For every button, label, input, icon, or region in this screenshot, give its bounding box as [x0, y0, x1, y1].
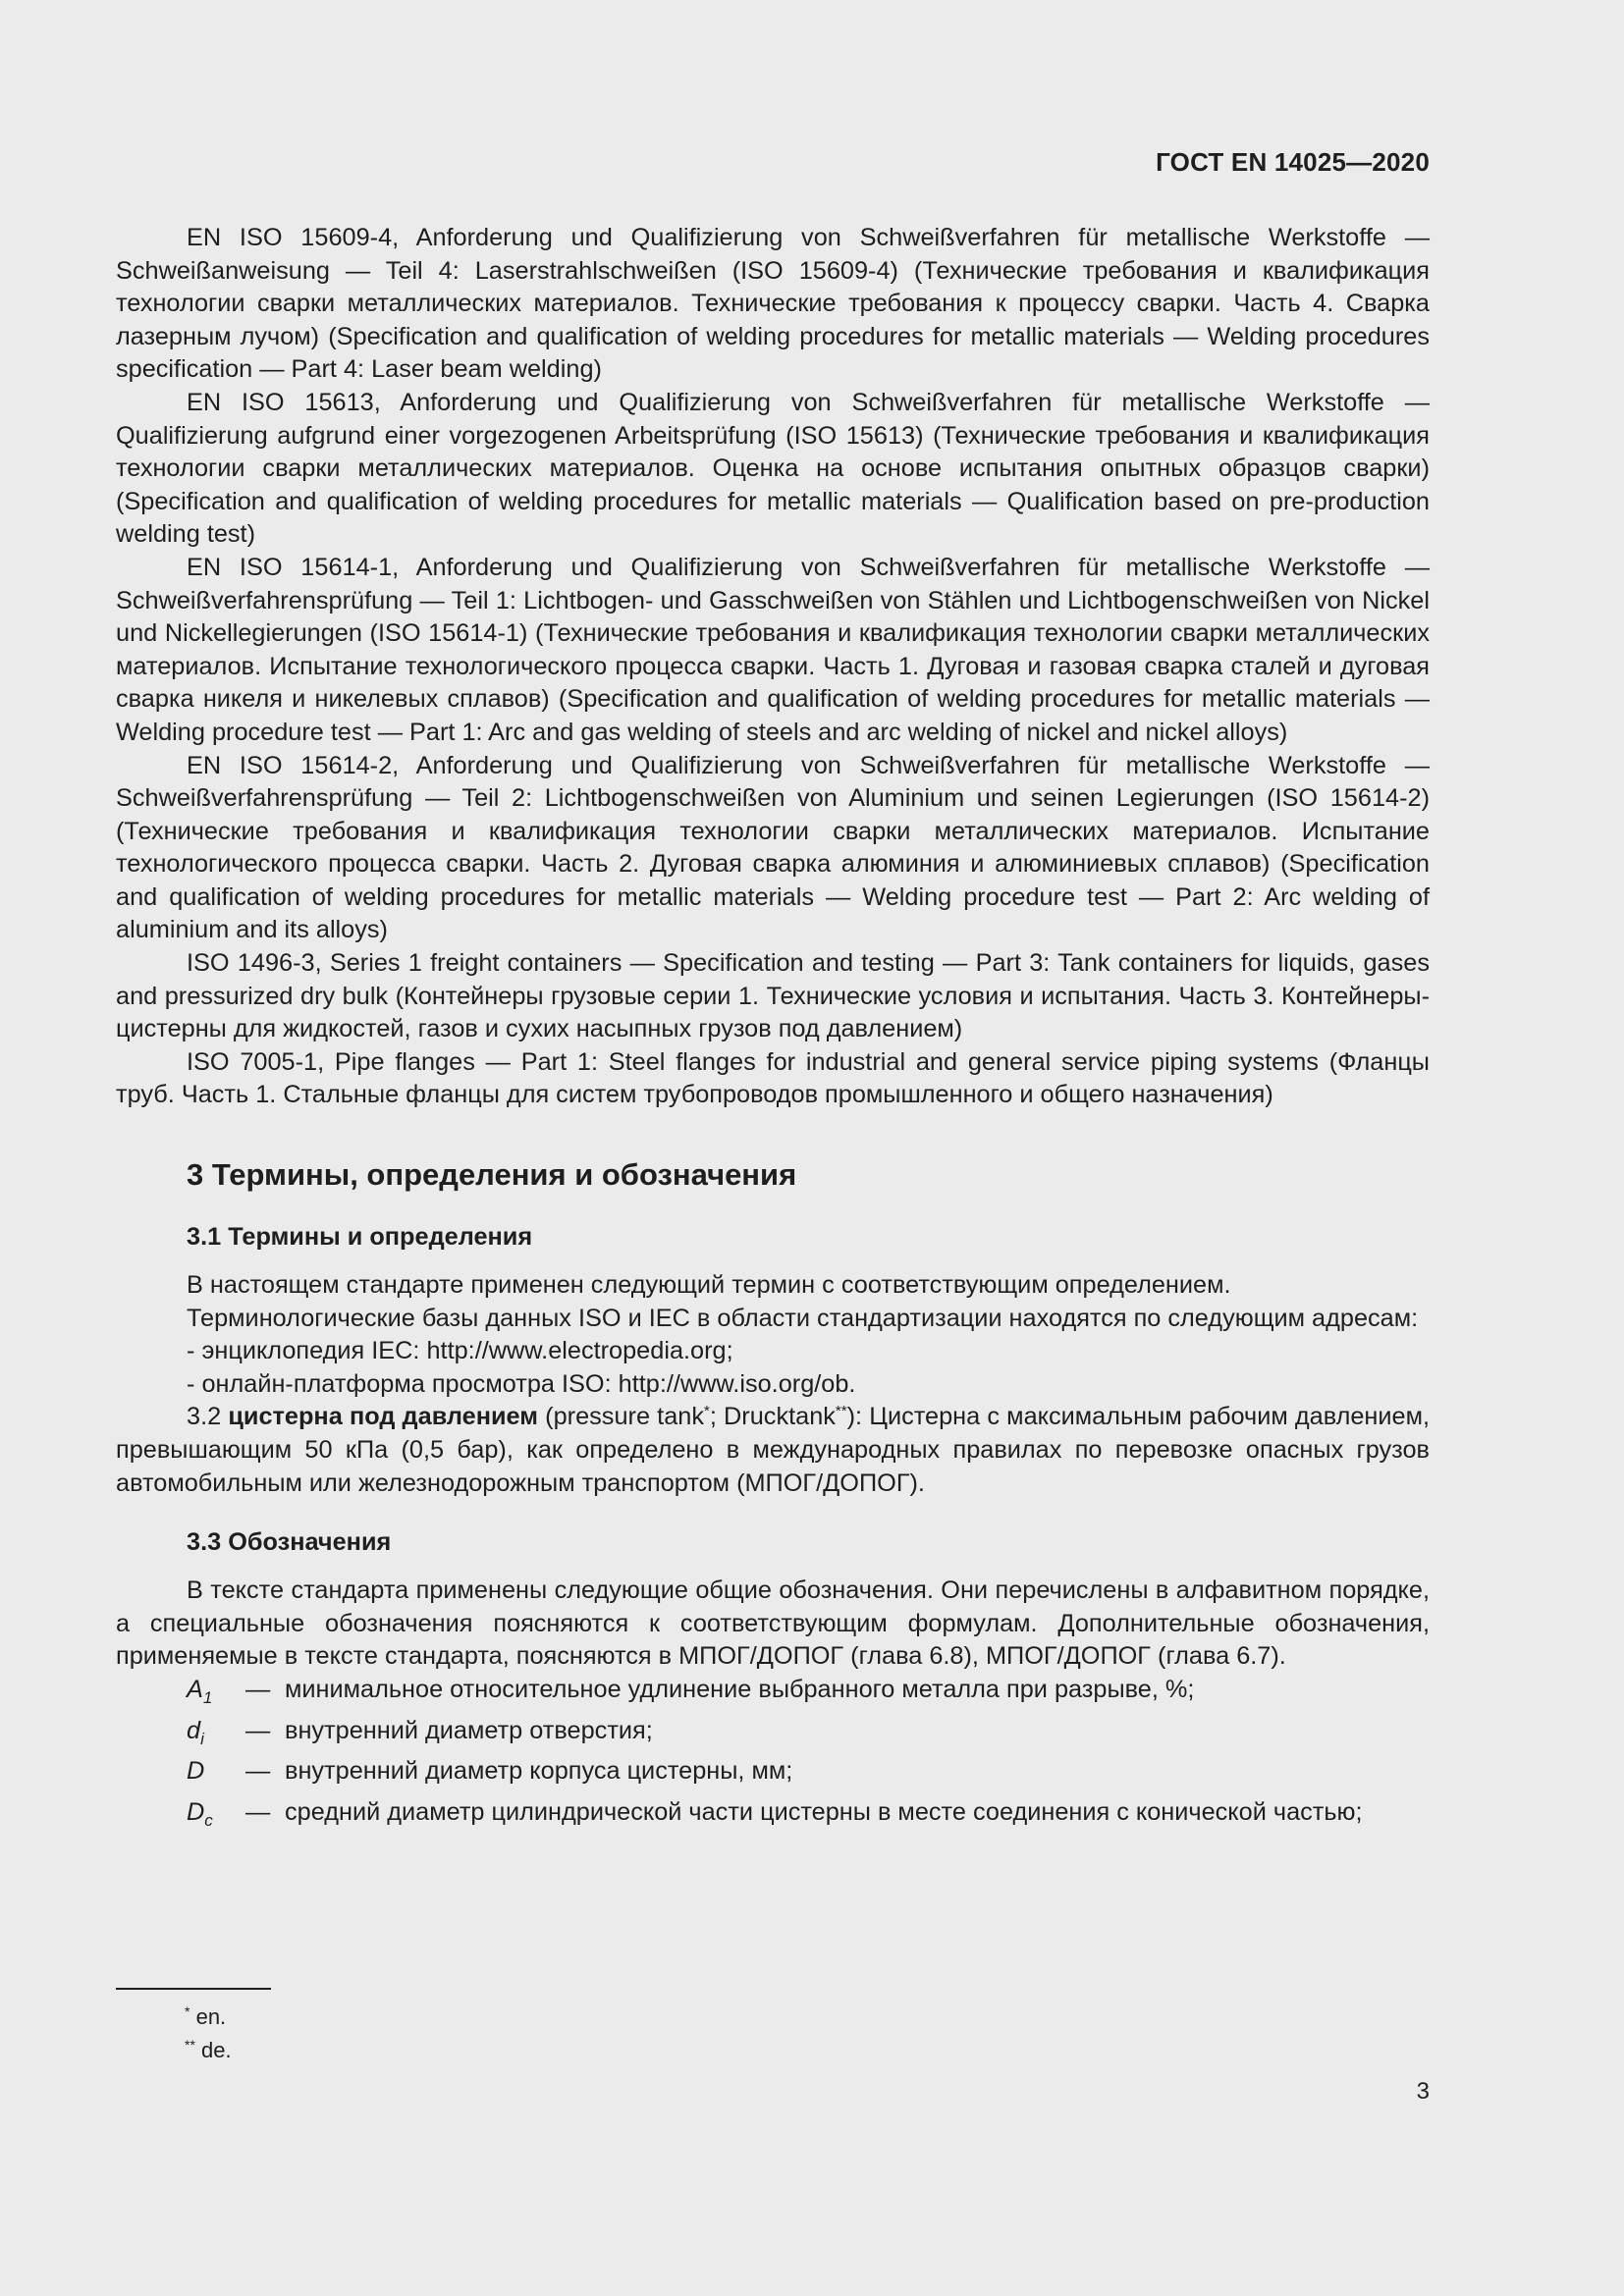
symbol-row	[116, 1715, 1430, 1756]
symbol-dash: —	[245, 1797, 271, 1826]
reference-entry: EN ISO 15609-4, Anforderung und Qualifizierung von Schweißverfahren für metallische Werkstoffe — Schweißanweisung — Teil 4: Laserstrahlschweißen (ISO 15609-4) (Технические требования и квалификация технологии сварки металлических материалов. Технические требования к процессу сварки. Часть 4. Сварка лазерным лучом) (Specification and qualification of welding procedures for metallic materials — Welding procedures specification — Part 4: Laser beam welding)	[116, 224, 1430, 384]
symbol-description: средний диаметр цилиндрической части цистерны в месте соединения с конической частью;	[285, 1797, 1363, 1826]
section-3-3-heading: 3.3 Обозначения	[187, 1528, 392, 1557]
symbol-dash: —	[245, 1716, 271, 1744]
symbols-intro: В тексте стандарта применены следующие общие обозначения. Они перечислены в алфавитном порядке, а специальные обозначения поясняются к соответствующим формулам. Дополнительные обозначения, применяемые в тексте стандарта, поясняются в МПОГ/ДОПОГ (глава 6.8), МПОГ/ДОПОГ (глава 6.7).	[116, 1576, 1430, 1671]
footnote-marker: **	[185, 2037, 195, 2053]
symbol-row	[116, 1796, 1430, 1838]
term-definition-text: ): Цистерна с максимальным рабочим давлением, превышающим 50 кПа (0,5 бар), как определено в международных правилах по перевозке опасных грузов автомобильным или железнодорожным транспортом (МПОГ/ДОПОГ).	[116, 1403, 1430, 1497]
document-header: ГОСТ EN 14025—2020	[1156, 147, 1430, 177]
section-3-1-heading: 3.1 Термины и определения	[187, 1223, 533, 1252]
footnote-marker: *	[185, 2003, 190, 2019]
symbol-description: внутренний диаметр отверстия;	[285, 1716, 653, 1744]
symbol-row	[116, 1755, 1430, 1796]
reference-entry: ISO 7005-1, Pipe flanges — Part 1: Steel flanges for industrial and general service piping systems (Фланцы труб. Часть 1. Стальные фланцы для систем трубопроводов промышленного и общего назначения)	[116, 1047, 1430, 1109]
term-name: цистерна под давлением	[228, 1403, 538, 1431]
list-item-iso: - онлайн-платформа просмотра ISO: http://www.iso.org/ob.	[187, 1369, 856, 1398]
footnote-text: de.	[201, 2038, 232, 2062]
footnote-separator	[116, 1988, 271, 1990]
reference-entry: EN ISO 15613, Anforderung und Qualifizierung von Schweißverfahren für metallische Werkstoffe — Qualifizierung aufgrund einer vorgezogenen Arbeitsprüfung (ISO 15613) (Технические требования и квалификация технологии сварки металлических материалов. Оценка на основе испытания опытных образцов сварки) (Specification and qualification of welding procedures for metallic materials — Qualification based on pre-production welding test)	[116, 388, 1430, 549]
footnote	[185, 2032, 232, 2063]
section-3-heading: 3 Термины, определения и обозначения	[187, 1157, 797, 1193]
footnote-text: en.	[195, 2004, 227, 2029]
symbol: $A_1$	[187, 1675, 213, 1707]
page-content	[116, 222, 1430, 1837]
symbol-dash: —	[245, 1675, 271, 1703]
footnote-mark: *	[704, 1403, 710, 1420]
symbol-dash: —	[245, 1757, 271, 1786]
term-definition	[116, 1401, 1430, 1500]
symbol: $d_i$	[187, 1716, 204, 1748]
terminology-paragraph: Терминологические базы данных ISO и IEC в области стандартизации находятся по следующим адресам:	[187, 1304, 1419, 1332]
intro-paragraph: В настоящем стандарте применен следующий термин с соответствующим определением.	[187, 1271, 1231, 1300]
reference-entry: EN ISO 15614-1, Anforderung und Qualifizierung von Schweißverfahren für metallische Werkstoffe — Schweißverfahrensprüfung — Teil 1: Lichtbogen- und Gasschweißen von Stählen und Lichtbogenschweißen von Nickel und Nickellegierungen (ISO 15614-1) (Технические требования и квалификация технологии сварки металлических материалов. Испытание технологического процесса сварки. Часть 1. Дуговая и газовая сварка сталей и дуговая сварка никеля и никелевых сплавов) (Specification and qualification of welding procedures for metallic materials — Welding procedure test — Part 1: Arc and gas welding of steels and arc welding of nickel and nickel alloys)	[116, 553, 1430, 746]
symbol-row	[116, 1674, 1430, 1715]
reference-entry: ISO 1496-3, Series 1 freight containers — Specification and testing — Part 3: Tank containers for liquids, gases and pressurized dry bulk (Контейнеры грузовые серии 1. Технические условия и испытания. Часть 3. Контейнеры-цистерны для жидкостей, газов и сухих насыпных грузов под давлением)	[116, 949, 1430, 1043]
reference-entry: EN ISO 15614-2, Anforderung und Qualifizierung von Schweißverfahren für metallische Werkstoffe — Schweißverfahrensprüfung — Teil 2: Lichtbogenschweißen von Aluminium und seinen Legierungen (ISO 15614-2) (Технические требования и квалификация технологии сварки металлических материалов. Испытание технологического процесса сварки. Часть 2. Дуговая сварка алюминия и алюминиевых сплавов) (Specification and qualification of welding procedures for metallic materials — Welding procedure test — Part 2: Arc welding of aluminium and its alloys)	[116, 751, 1430, 944]
footnote	[185, 1999, 226, 2030]
term-en: (pressure tank	[545, 1403, 704, 1431]
symbol: $D_c$	[187, 1797, 213, 1830]
page-number: 3	[1416, 2078, 1430, 2105]
symbol-description: минимальное относительное удлинение выбранного металла при разрыве, %;	[285, 1675, 1195, 1703]
term-number: 3.2	[187, 1403, 222, 1431]
symbol: D	[187, 1757, 205, 1786]
symbol-description: внутренний диаметр корпуса цистерны, мм;	[285, 1757, 793, 1786]
footnote-mark: **	[835, 1403, 847, 1420]
term-de: ; Drucktank	[709, 1403, 836, 1431]
list-item-iec: - энциклопедия IEC: http://www.electropedia.org;	[187, 1337, 733, 1365]
